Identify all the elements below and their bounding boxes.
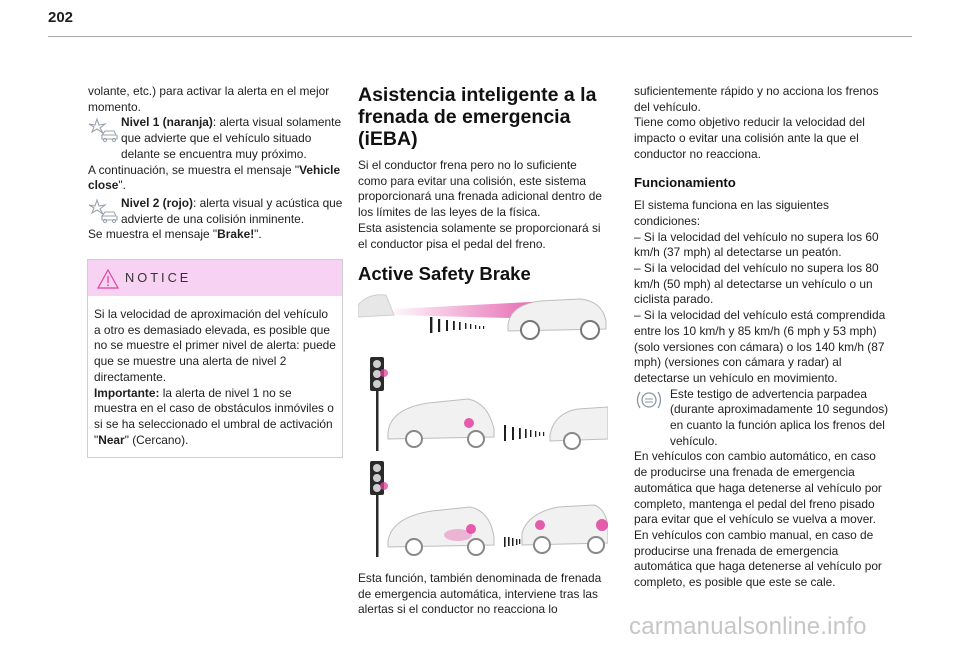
level2-paragraph: [88, 196, 344, 227]
conditions-intro: El sistema funciona en las siguientes condiciones:: [634, 198, 829, 228]
notice-important: Importante: la alerta de nivel 1 no se muestra en el caso de obstáculos inmóviles o si se ha seleccionado el umbral de activación "Near" (Cercano).: [94, 385, 334, 447]
manual-gearbox-text: En vehículos con cambio manual, en caso de producirse una frenada de emergencia automática que haga detenerse al vehículo por completo, es posible que este se cale.: [634, 527, 882, 590]
section-heading-funcionamiento: Funcionamiento: [634, 174, 736, 190]
level2-label: Nivel 2 (rojo): [121, 195, 194, 210]
asb-illustration-1: [358, 291, 608, 345]
column-right: [634, 84, 892, 591]
level2-message-line: Se muestra el mensaje "Brake!".: [88, 227, 262, 242]
notice-text: Si la velocidad de aproximación del vehículo a otro es demasiado elevada, es posible que no se muestre el primer nivel de alerta: puede que se muestre una alerta de nivel 2 directamente.: [94, 307, 336, 384]
warning-triangle-icon: [97, 269, 119, 289]
warning-lamp-text: Este testigo de advertencia parpadea (durante aproximadamente 10 segundos) en cuanto la función aplica los frenos del vehículo.: [670, 386, 889, 448]
collision-alert-icon: [88, 197, 120, 227]
notice-box: [87, 259, 343, 458]
ieba-paragraph-2: Esta asistencia solamente se proporcionará si el conductor pisa el pedal del freno.: [358, 220, 601, 251]
notice-body: [88, 296, 342, 457]
intro-text: volante, etc.) para activar la alerta en el mejor momento.: [88, 84, 330, 114]
near-label: Near: [98, 432, 125, 447]
page-number: 202: [48, 9, 74, 26]
condition-3: – Si la velocidad del vehículo está comprendida entre los 10 km/h y 85 km/h (6 mph y 53 mph) (solo versiones con cámara) o los 140 km/h (87 mph) (versiones con cámara y radar) al detectarse un vehículo en movimiento.: [634, 308, 886, 385]
ieba-paragraph-1: Si el conductor frena pero no lo suficiente como para evitar una colisión, este sistema proporcionará una frenada adicional dentro de los límites de las leyes de la física.: [358, 158, 602, 220]
brake-message: Brake!: [217, 227, 255, 242]
notice-header: [88, 260, 342, 296]
section-heading-ieba: Asistencia inteligente a la frenada de emergencia (iEBA): [358, 84, 597, 150]
level1-paragraph: [88, 115, 344, 162]
notice-title: NOTICE: [125, 270, 192, 286]
column-left: [88, 84, 344, 458]
collision-alert-icon: [88, 116, 120, 146]
brake-warning-lamp-icon: [634, 387, 664, 413]
level1-message-line: A continuación, se muestra el mensaje "Vehicle close".: [88, 162, 341, 193]
continuation-text: suficientemente rápido y no acciona los frenos del vehículo.: [634, 84, 879, 114]
automatic-gearbox-text: En vehículos con cambio automático, en caso de producirse una frenada de emergencia automática que haga detenerse al vehículo por completo, mantenga el pedal del freno pisado para evitar que el vehículo se vuelva a mover.: [634, 449, 882, 527]
asb-illustration-2: [358, 353, 608, 453]
level1-label: Nivel 1 (naranja): [121, 115, 213, 130]
header-divider: [48, 36, 912, 37]
vehicle-close-message: Vehicle close: [88, 162, 341, 193]
level2-text: : alerta visual y acústica que advierte de una colisión inminente.: [121, 195, 343, 226]
asb-illustration-3: [358, 457, 608, 561]
level1-text: : alerta visual solamente que advierte que el vehículo situado delante se encuentra muy próximo.: [121, 115, 342, 161]
column-middle: [358, 84, 603, 618]
condition-2: – Si la velocidad del vehículo no supera los 80 km/h (50 mph) al detectarse un vehículo o un ciclista parado.: [634, 261, 879, 307]
condition-1: – Si la velocidad del vehículo no supera los 60 km/h (37 mph) al detectarse un peatón.: [634, 229, 879, 260]
watermark-text: carmanualsonline.info: [629, 613, 867, 640]
section-heading-asb: Active Safety Brake: [358, 263, 531, 285]
warning-lamp-paragraph: [634, 387, 892, 450]
asb-caption: Esta función, también denominada de frenada de emergencia automática, interviene tras las alertas si el conductor no reacciona lo: [358, 570, 602, 617]
objective-text: Tiene como objetivo reducir la velocidad del impacto o evitar una colisión ante la que el conductor no reacciona.: [634, 115, 865, 161]
